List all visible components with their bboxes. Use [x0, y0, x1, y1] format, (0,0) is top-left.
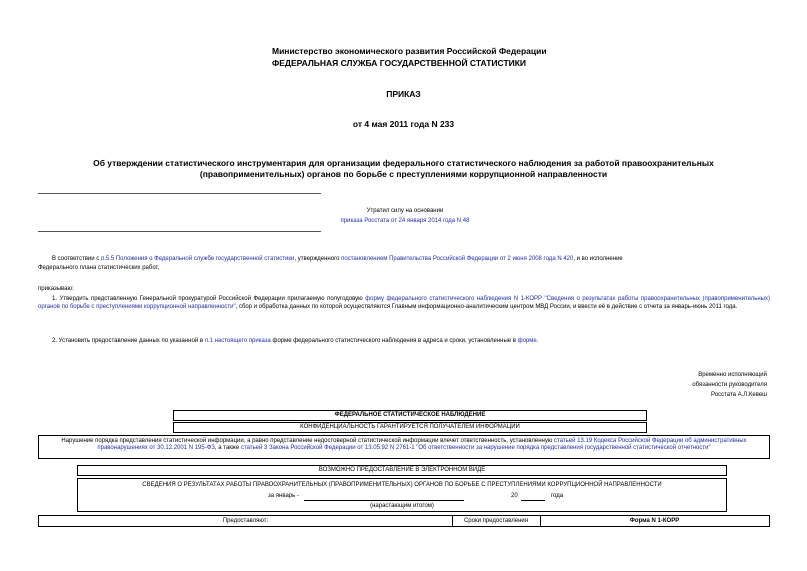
cumulative-note: (нарастающим итогом) [370, 503, 434, 509]
order-item-2-text2: форме федерального статистического наблюдения в адреса и сроки, установленные в [270, 338, 518, 344]
regulation-link[interactable]: п.5.5 Положения о Федеральной службе государственной статистики [100, 256, 295, 262]
year-prefix: 20 [511, 493, 518, 499]
report-title: СВЕДЕНИЯ О РЕЗУЛЬТАТАХ РАБОТЫ ПРАВООХРАНИТЕЛЬНЫХ (ПРАВОПРИМЕНИТЕЛЬНЫХ) ОРГАНОВ ПО БОРЬБЕ С ПРЕСТУПЛЕНИЯМИ КОРРУПЦИОННОЙ НАПРАВЛЕННОСТИ [142, 482, 662, 488]
divider-top [38, 193, 321, 194]
doc-date: от 4 мая 2011 года N 233 [352, 119, 455, 129]
ministry-name: Министерство экономического развития Российской Федерации [272, 46, 547, 56]
order-word: приказываю: [38, 286, 74, 292]
form-link[interactable]: форму федерального статистического наблюдения N 1-КОРР "Сведения о результатах работы правоохранительных (правоприменительных) органов по борьбе с преступлениями коррупционной направленности" [38, 296, 770, 310]
warning-box [38, 435, 770, 459]
order-point-link[interactable]: п.1 настоящего приказа [204, 338, 271, 344]
order-item-2-text: 2. Установить предоставление данных по указанной в [52, 338, 205, 344]
report-title-box [77, 478, 727, 512]
period-row [268, 493, 598, 501]
form-table-header [38, 515, 770, 527]
order-item-1 [38, 295, 770, 311]
government-decree-link[interactable]: постановлением Правительства Российской Федерации от 2 июня 2008 года N 420 [341, 256, 574, 262]
observation-box: ФЕДЕРАЛЬНОЕ СТАТИСТИЧЕСКОЕ НАБЛЮДЕНИЕ [173, 410, 647, 421]
doc-type: ПРИКАЗ [386, 89, 421, 99]
admin-code-link[interactable]: статьей 13.19 Кодекса Российской Федерации об административных правонарушениях от 30.12.2001 N 195-ФЗ [97, 438, 747, 451]
period-field[interactable] [304, 500, 464, 501]
order-item-1-text2: , сбор и обработка данных по которой осуществляются Главным информационно-аналитическим центром МВД России, и ввести её в действие с отчета за январь-июнь 2011 года. [235, 304, 738, 310]
signature-line3: Росстата А.Л.Кевеш [710, 392, 767, 398]
col-deadlines: Сроки предоставления [463, 518, 529, 524]
law-link[interactable]: статьей 3 Закона Российской Федерации от 13.05.92 N 2761-1 "Об ответственности за нарушение порядка представления государственной статистической отчетности" [240, 445, 711, 451]
warning-text2: , а также [214, 445, 241, 451]
order-item-2-text3: . [536, 338, 539, 344]
status-link[interactable]: приказа Росстата от 24 января 2014 года N 48 [340, 218, 470, 224]
warning-text: Нарушение порядка представления статистической информации, а равно представление недостоверной статистической информации влечет ответственность, установленную [61, 438, 555, 444]
period-prefix: за январь - [268, 493, 299, 499]
form-ref-link[interactable]: форме [517, 338, 537, 344]
year-suffix: года [551, 493, 564, 499]
electronic-box: ВОЗМОЖНО ПРЕДОСТАВЛЕНИЕ В ЭЛЕКТРОННОМ ВИДЕ [77, 465, 727, 476]
status-note: Утратил силу на основании [366, 208, 444, 214]
paragraph-basis-text: В соответствии с [52, 256, 101, 262]
paragraph-basis-text3: , и во исполнение [573, 256, 623, 262]
order-item-2 [52, 337, 772, 345]
doc-title-line2: (правоприменительных) органов по борьбе с преступлениями коррупционной направленности [199, 169, 608, 179]
signature [692, 370, 767, 400]
order-item-1-text: 1. Утвердить представленную Генеральной прокуратурой Российской Федерации прилагаемую полугодовую [52, 296, 366, 302]
paragraph-basis-text2: , утвержденного [294, 256, 342, 262]
confidentiality-box: КОНФИДЕНЦИАЛЬНОСТЬ ГАРАНТИРУЕТСЯ ПОЛУЧАТЕЛЕМ ИНФОРМАЦИИ [173, 422, 647, 433]
divider-bottom [38, 231, 321, 232]
signature-line1: Временно исполняющий [698, 372, 767, 378]
signature-line2: обязанности руководителя [692, 382, 767, 388]
year-field[interactable] [521, 500, 545, 501]
paragraph-basis [52, 255, 770, 263]
doc-title-line1: Об утверждении статистического инструментария для организации федерального статистического наблюдения за работой правоохранительных [93, 158, 714, 168]
paragraph-basis-cont: Федерального плана статистических работ, [38, 265, 160, 271]
col-submitters: Предоставляют: [222, 518, 269, 524]
col-form-number: Форма N 1-КОРР [629, 518, 680, 524]
service-name: ФЕДЕРАЛЬНАЯ СЛУЖБА ГОСУДАРСТВЕННОЙ СТАТИСТИКИ [272, 58, 527, 68]
